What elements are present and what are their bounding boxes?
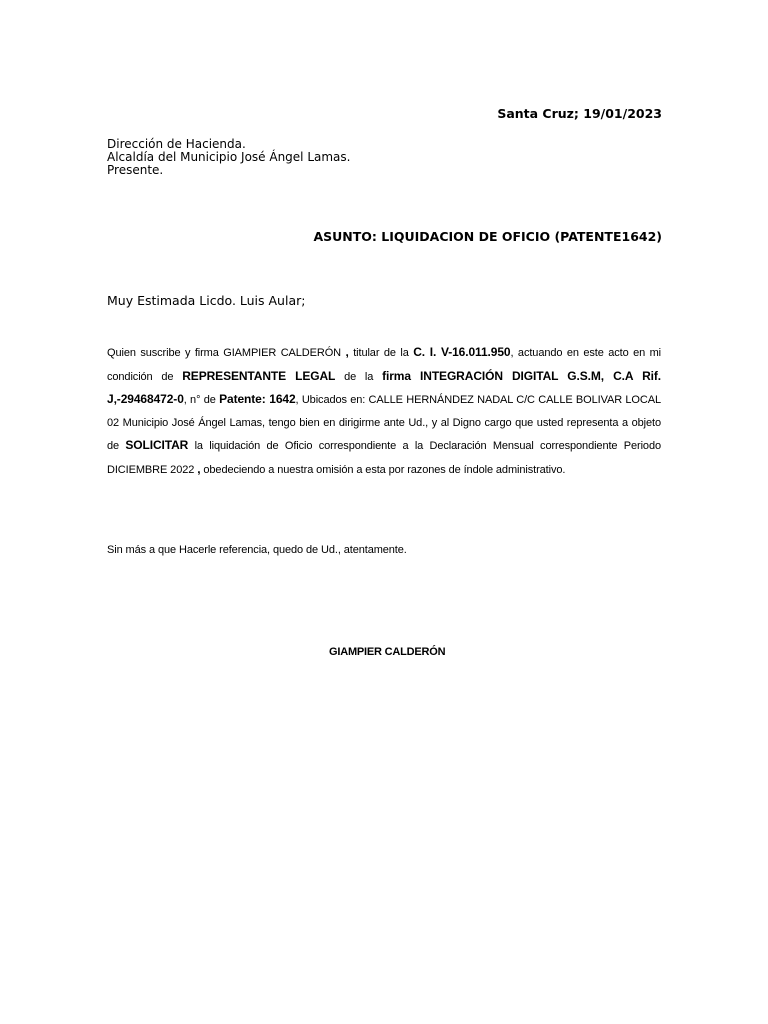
letter-date: Santa Cruz; 19/01/2023 — [497, 106, 662, 121]
body-comma-1: , — [345, 345, 349, 359]
letter-body — [107, 341, 661, 482]
body-text-8: obedeciendo a nuestra omisión a esta por razones de índole administrativo. — [200, 463, 566, 476]
body-comma-2: , — [197, 461, 201, 476]
letter-greeting: Muy Estimada Licdo. Luis Aular; — [107, 293, 306, 308]
body-firma: firma INTEGRACIÓN DIGITAL G.S.M, C.A Rif. J,-29468472-0 — [107, 368, 661, 407]
recipient-line-3: Presente. — [107, 163, 164, 177]
body-patente: Patente: 1642 — [219, 392, 296, 407]
body-text-7: la liquidación de Oficio correspondiente a la Declaración Mensual correspondiente Periodo DICIEMBRE 2022 — [107, 440, 661, 476]
body-text-5: , n° de — [183, 394, 220, 407]
body-text-2: titular de la — [348, 347, 414, 359]
body-representante: REPRESENTANTE LEGAL — [182, 368, 336, 383]
recipient-line-1: Dirección de Hacienda. — [107, 137, 246, 151]
body-solicitar: SOLICITAR — [125, 438, 189, 453]
body-text-3: , actuando en este acto en mi condición de — [107, 347, 661, 383]
body-ci: C. I. V-16.011.950 — [413, 345, 511, 359]
recipient-block — [107, 138, 350, 177]
body-text-1: Quien suscribe y firma GIAMPIER CALDERÓN — [107, 347, 346, 359]
letter-subject: ASUNTO: LIQUIDACION DE OFICIO (PATENTE1642) — [313, 229, 662, 244]
body-text-6: , Ubicados en: CALLE HERNÁNDEZ NADAL C/C CALLE BOLIVAR LOCAL 02 Municipio José Ángel Lamas, tengo bien en dirigirme ante Ud., y al Digno cargo que usted representa a objeto de — [107, 394, 661, 453]
letter-closing: Sin más a que Hacerle referencia, quedo de Ud., atentamente. — [107, 544, 407, 556]
body-text-4: de la — [335, 370, 383, 383]
signature-name: GIAMPIER CALDERÓN — [329, 646, 446, 658]
recipient-line-2: Alcaldía del Municipio José Ángel Lamas. — [107, 150, 351, 164]
